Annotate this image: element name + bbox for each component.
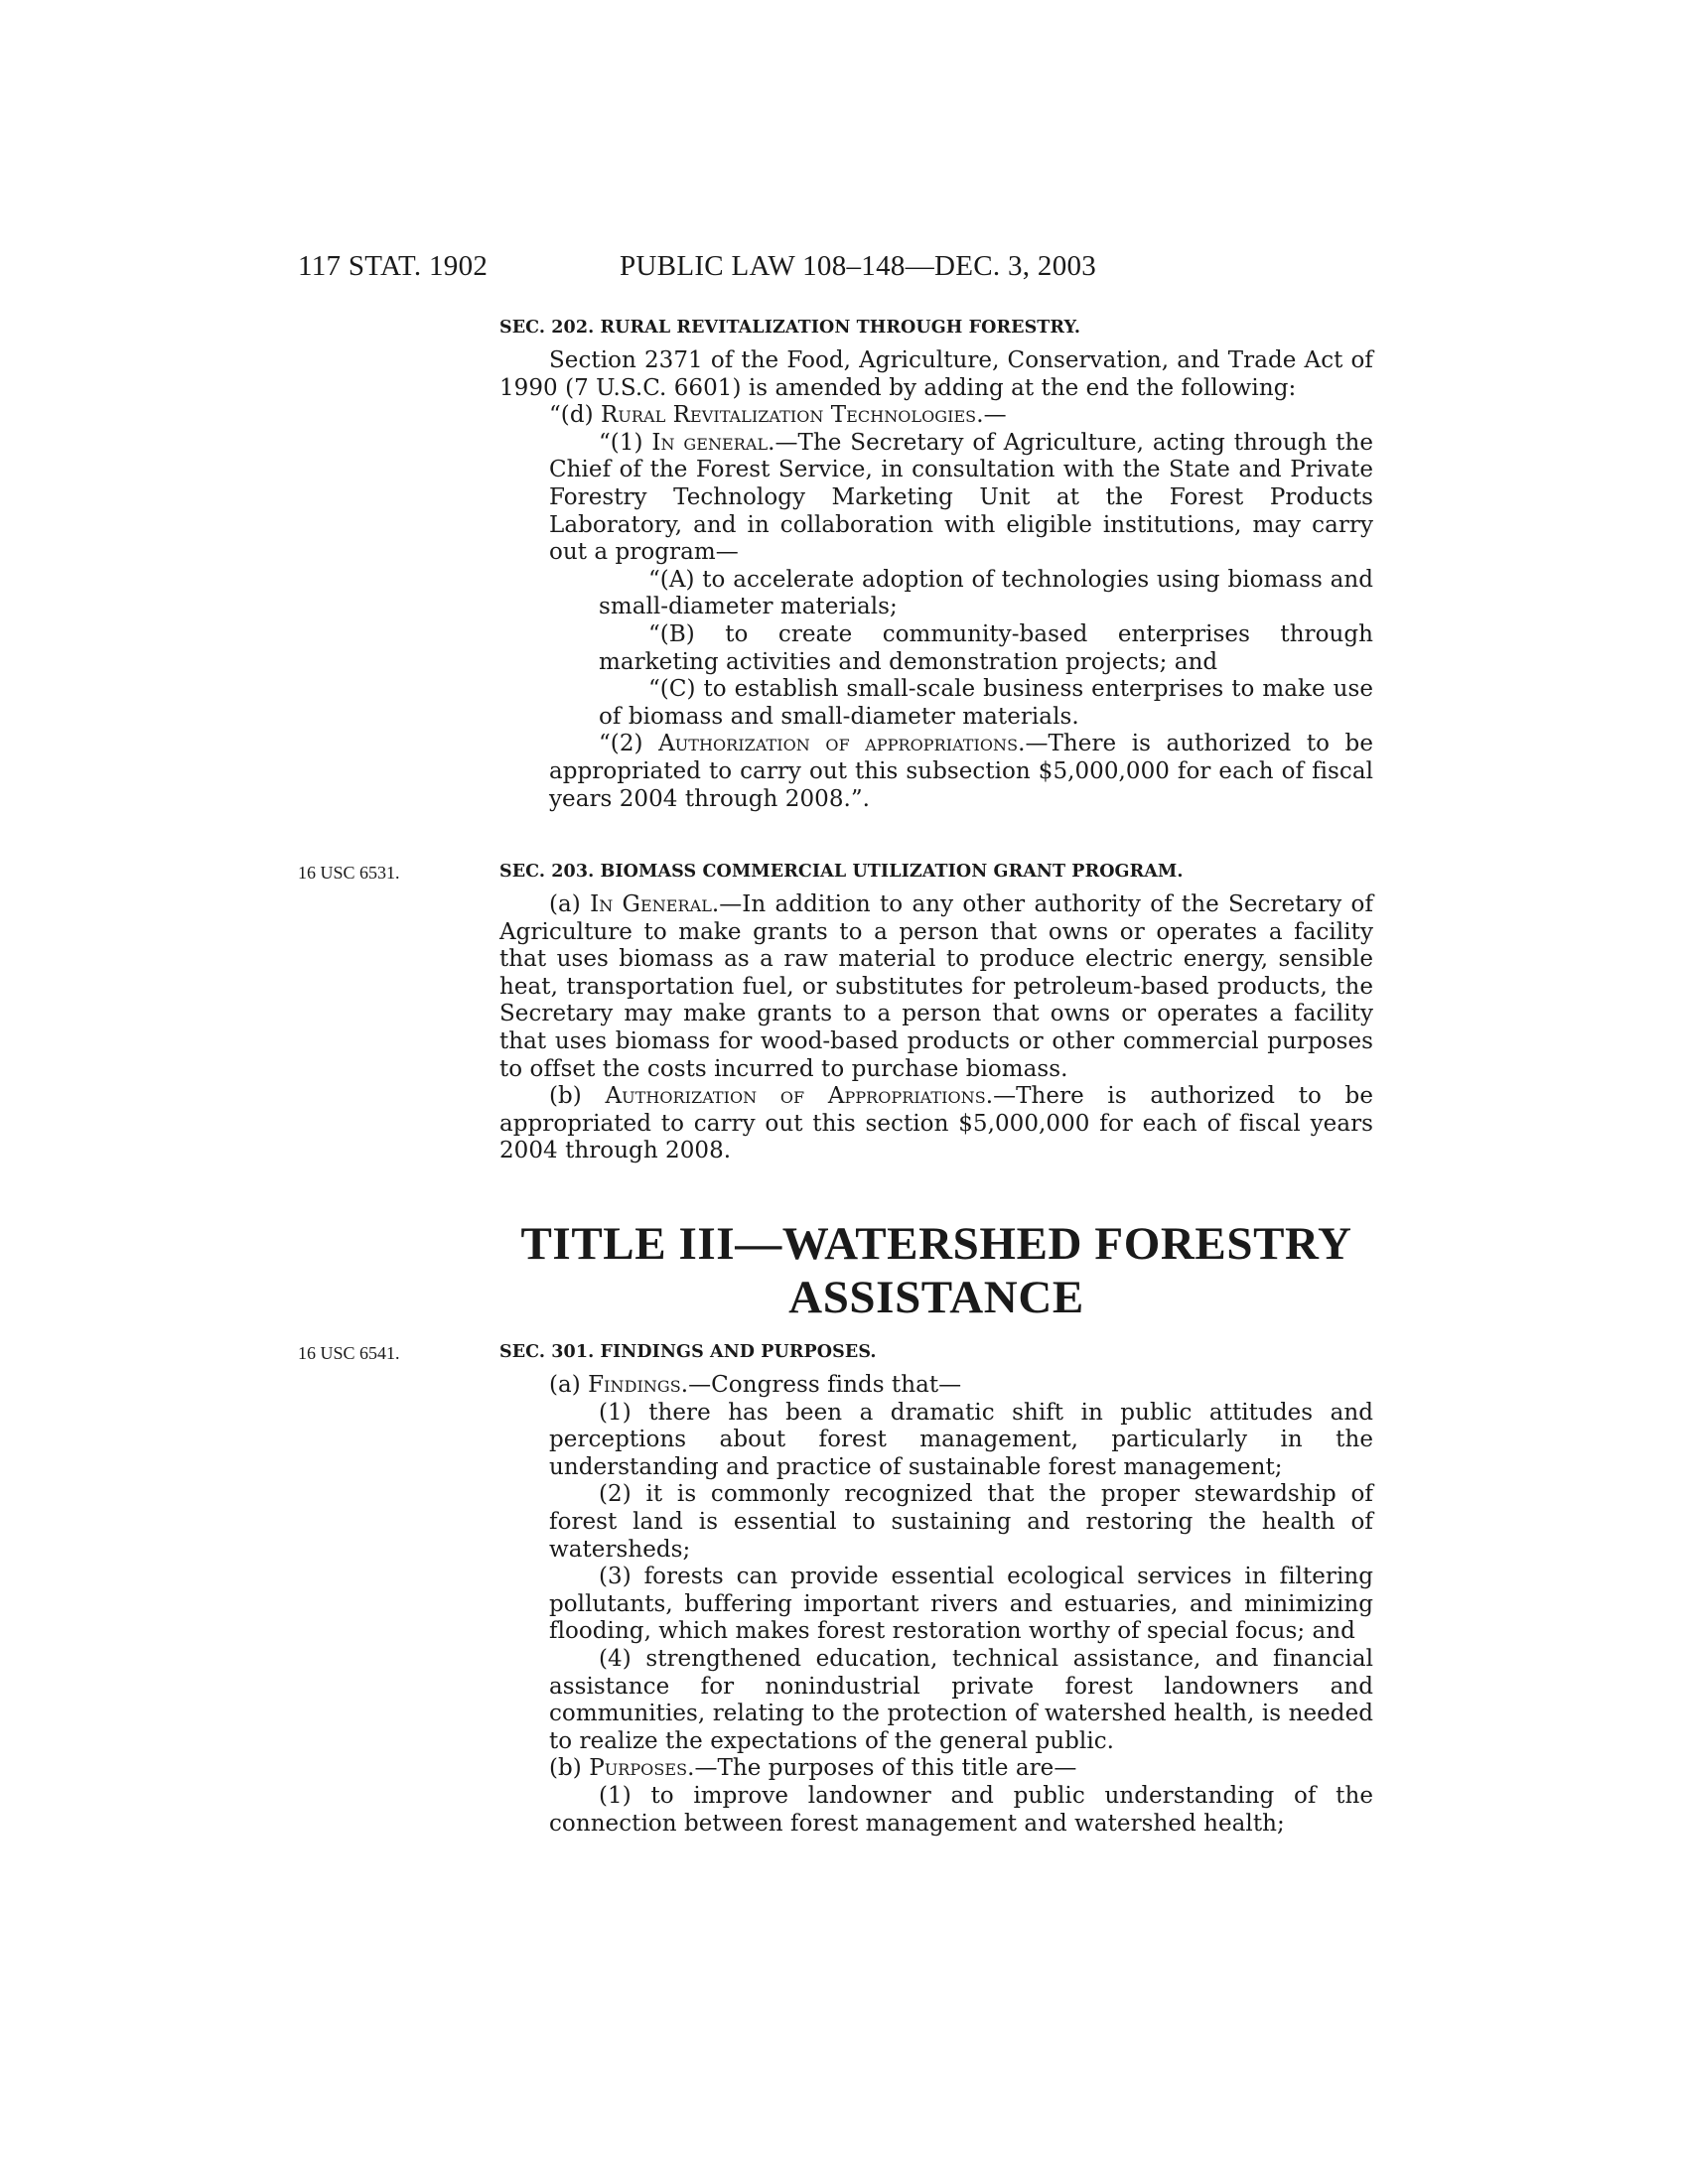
paragraph-1 <box>499 430 1373 567</box>
purposes-label: (b) <box>549 1755 590 1782</box>
paragraph-2-heading: Authorization of appropriations <box>658 731 1019 757</box>
section-203-subsection-a <box>499 891 1373 1083</box>
findings-text: .—Congress finds that— <box>680 1372 962 1398</box>
purposes-text: .—The purposes of this title are— <box>687 1755 1077 1782</box>
title-iii-line1: TITLE III—WATERSHED FORESTRY <box>520 1218 1352 1270</box>
paragraph-2-label: “(2) <box>599 731 659 757</box>
paragraph-1-label: “(1) <box>599 429 652 456</box>
section-202-body <box>499 347 1373 813</box>
section-203-body <box>499 891 1373 1165</box>
finding-1: (1) there has been a dramatic shift in public attitudes and perceptions about forest management, particularly in the understanding and practice of sustainable forest management; <box>549 1399 1373 1480</box>
purposes-heading: Purposes <box>589 1755 688 1782</box>
public-law-citation: PUBLIC LAW 108–148—DEC. 3, 2003 <box>620 250 1097 282</box>
stat-page-number: 117 STAT. 1902 <box>298 250 489 282</box>
subsection-d-label: “(d) <box>549 402 601 429</box>
paragraph-1-heading: In general <box>651 429 769 456</box>
paragraph-2-text: .—There is authorized to be appropriated to carry out this subsection $5,000,000 for each of fiscal years 2004 through 2008.”. <box>549 731 1373 812</box>
findings-label: (a) <box>549 1372 589 1398</box>
section-301 <box>499 1342 1373 1838</box>
section-301-heading: SEC. 301. FINDINGS AND PURPOSES. <box>499 1342 877 1362</box>
finding-3: (3) forests can provide essential ecological services in filtering pollutants, buffering important rivers and estuaries, and minimizing flooding, which makes forest restoration worthy of special focus; and <box>549 1564 1373 1645</box>
finding-4: (4) strengthened education, technical assistance, and financial assistance for nonindustrial private forest landowners and communities, relating to the protection of watershed health, is needed to realize the expectations of the general public. <box>549 1645 1373 1754</box>
section-202 <box>499 318 1373 813</box>
section-203-heading: SEC. 203. BIOMASS COMMERCIAL UTILIZATION GRANT PROGRAM. <box>499 862 1184 882</box>
paragraph-1-text: .—The Secretary of Agriculture, acting through the Chief of the Forest Service, in consultation with the State and Private Forestry Technology Marketing Unit at the Forest Products Laboratory, and in collaboration with eligible institutions, may carry out a program— <box>549 429 1373 566</box>
section-301-body <box>499 1372 1373 1838</box>
paragraph-2 <box>499 731 1373 813</box>
section-203-b-label: (b) <box>549 1083 606 1110</box>
section-202-heading: SEC. 202. RURAL REVITALIZATION THROUGH FORESTRY. <box>499 318 1081 338</box>
purposes-subsection <box>499 1755 1373 1783</box>
purpose-1: (1) to improve landowner and public understanding of the connection between forest management and watershed health; <box>549 1782 1373 1837</box>
section-202-intro: Section 2371 of the Food, Agriculture, Conservation, and Trade Act of 1990 (7 U.S.C. 6601) is amended by adding at the end the following: <box>499 347 1373 401</box>
subsection-d-dash: .— <box>976 402 1007 429</box>
findings-heading: Findings <box>588 1372 681 1398</box>
finding-2: (2) it is commonly recognized that the proper stewardship of forest land is essential to sustaining and restoring the health of watersheds; <box>549 1481 1373 1563</box>
section-203 <box>499 862 1373 1165</box>
section-203-a-text: .—In addition to any other authority of the Secretary of Agriculture to make grants to a person that owns or operates a facility that uses biomass as a raw material to produce electric energy, sensible heat, transportation fuel, or substitutes for petroleum-based products, the Secretary may make grants to a person that owns or operates a facility that uses biomass for wood-based products or other commercial purposes to offset the costs incurred to purchase biomass. <box>499 891 1374 1082</box>
subsection-d <box>499 402 1373 430</box>
section-203-subsection-b <box>499 1083 1373 1165</box>
section-203-a-label: (a) <box>549 891 591 917</box>
subparagraph-c: “(C) to establish small-scale business enterprises to make use of biomass and small-diameter materials. <box>599 676 1373 730</box>
section-203-b-heading: Authorization of Appropriations <box>605 1083 986 1110</box>
title-iii-heading <box>499 1217 1373 1324</box>
subparagraph-a: “(A) to accelerate adoption of technologies using biomass and small-diameter materials; <box>599 566 1373 620</box>
section-203-b-text: .—There is authorized to be appropriated to carry out this section $5,000,000 for each of fiscal years 2004 through 2008. <box>499 1083 1373 1164</box>
margin-note-6541: 16 USC 6541. <box>298 1343 400 1363</box>
title-iii-line2: ASSISTANCE <box>788 1272 1084 1323</box>
margin-note-6531: 16 USC 6531. <box>298 863 400 883</box>
running-head <box>298 250 1291 290</box>
subparagraph-b: “(B) to create community-based enterprises through marketing activities and demonstration projects; and <box>599 620 1373 675</box>
findings-subsection <box>499 1372 1373 1400</box>
section-203-a-heading: In General <box>590 891 712 917</box>
subsection-d-heading: Rural Revitalization Technologies <box>601 402 977 429</box>
